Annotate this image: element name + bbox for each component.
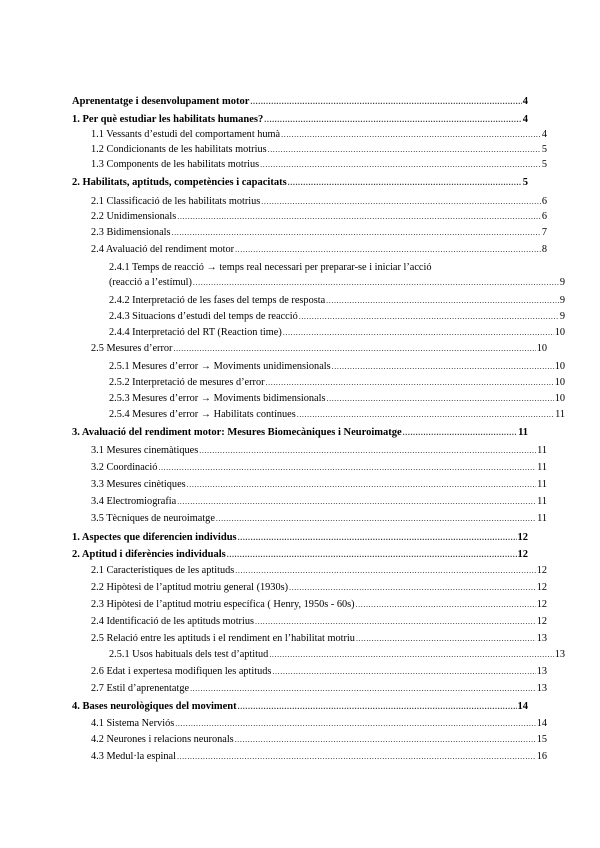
toc-entry[interactable] xyxy=(72,408,565,421)
toc-page-number: 11 xyxy=(537,513,547,524)
dot-leader xyxy=(177,495,536,508)
toc-entry-title-continuation: (reacció a l’estímul) xyxy=(109,277,192,288)
toc-entry-title: 3.1 Mesures cinemàtiques xyxy=(91,445,199,456)
toc-entry-title: 2.1 Classificació de les habilitats motrius xyxy=(91,196,261,207)
toc-entry[interactable] xyxy=(72,294,565,307)
toc-entry[interactable] xyxy=(72,733,547,746)
toc-page-number: 14 xyxy=(536,718,547,729)
toc-entry-title: 2.4 Identificació de les aptituds motrius xyxy=(91,616,254,627)
dot-leader xyxy=(238,700,517,713)
toc-entry-title: 2.4.3 Situacions d’estudi del temps de reacció xyxy=(109,311,298,322)
toc-entry[interactable] xyxy=(72,444,547,457)
dot-leader xyxy=(193,276,559,289)
toc-entry[interactable] xyxy=(72,548,528,561)
toc-entry-title: 2. Aptitud i diferències individuals xyxy=(72,549,226,560)
toc-entry-title: 2.3 Bidimensionals xyxy=(91,227,171,238)
toc-entry[interactable] xyxy=(72,128,547,141)
toc-entry-title: 2.5.1 Mesures d’error → Moviments unidimensionals xyxy=(109,361,331,372)
dot-leader xyxy=(288,176,522,189)
toc-entry[interactable] xyxy=(72,615,547,628)
toc-page-number: 9 xyxy=(559,311,565,322)
toc-entry-title: 2.5 Relació entre les aptituds i el rendiment en l’habilitat motriu xyxy=(91,633,355,644)
toc-entry[interactable] xyxy=(72,113,528,126)
toc-page-number: 10 xyxy=(554,327,565,338)
toc-page-number: 9 xyxy=(559,277,565,288)
toc-entry-title: 4.2 Neurones i relacions neuronals xyxy=(91,734,234,745)
dot-leader xyxy=(199,444,536,457)
toc-entry[interactable] xyxy=(72,426,528,439)
toc-entry-title: 4.1 Sistema Nerviós xyxy=(91,718,175,729)
toc-entry[interactable] xyxy=(72,342,547,355)
toc-entry[interactable] xyxy=(72,310,565,323)
toc-entry-title: 2.5.1 Usos habituals dels test d’aptitud xyxy=(109,649,269,660)
toc-page-number: 10 xyxy=(554,393,565,404)
toc-page-number: 11 xyxy=(537,462,547,473)
toc-entry[interactable] xyxy=(72,210,547,223)
dot-leader xyxy=(235,733,536,746)
toc-entry-title: 2.3 Hipòtesi de l’aptitud motriu específica ( Henry, 1950s - 60s) xyxy=(91,599,355,610)
toc-entry[interactable] xyxy=(72,632,547,645)
toc-entry[interactable] xyxy=(72,598,547,611)
toc-page-number: 13 xyxy=(536,633,547,644)
toc-page-number: 4 xyxy=(522,114,528,125)
dot-leader xyxy=(403,426,517,439)
dot-leader xyxy=(187,478,536,491)
toc-entry[interactable] xyxy=(72,195,547,208)
toc-entry[interactable] xyxy=(72,717,547,730)
toc-page-number: 9 xyxy=(559,295,565,306)
dot-leader xyxy=(175,717,535,730)
toc-page-number: 12 xyxy=(517,532,528,543)
toc-entry-title: Aprenentatge i desenvolupament motor xyxy=(72,96,250,107)
toc-page-number: 15 xyxy=(536,734,547,745)
toc-page-number: 5 xyxy=(541,159,547,170)
dot-leader xyxy=(264,113,521,126)
dot-leader xyxy=(269,648,553,661)
toc-entry-title: 2.4 Avaluació del rendiment motor xyxy=(91,244,235,255)
toc-entry-title: 2.2 Hipòtesi de l’aptitud motriu general (1930s) xyxy=(91,582,289,593)
toc-entry[interactable] xyxy=(72,531,528,544)
toc-page-number: 7 xyxy=(541,227,547,238)
dot-leader xyxy=(281,128,541,141)
dot-leader xyxy=(177,750,536,763)
toc-entry-title: 1.3 Components de les habilitats motrius xyxy=(91,159,260,170)
toc-entry-title: 2. Habilitats, aptituds, competències i capacitats xyxy=(72,177,287,188)
dot-leader xyxy=(299,310,559,323)
toc-entry-title: 2.4.1 Temps de reacció → temps real necessari per preparar-se i iniciar l’acció xyxy=(109,262,432,273)
toc-entry[interactable] xyxy=(72,360,565,373)
toc-page-number: 5 xyxy=(522,177,528,188)
dot-leader xyxy=(250,95,521,108)
dot-leader xyxy=(238,531,517,544)
toc-page-number: 16 xyxy=(536,751,547,762)
toc-page-number: 13 xyxy=(536,683,547,694)
dot-leader xyxy=(297,408,554,421)
toc-entry-title: 2.4.2 Interpretació de les fases del temps de resposta xyxy=(109,295,326,306)
dot-leader xyxy=(326,294,559,307)
toc-page-number: 10 xyxy=(554,361,565,372)
toc-entry[interactable] xyxy=(72,261,565,289)
toc-page-number: 12 xyxy=(517,549,528,560)
toc-page-number: 12 xyxy=(536,616,547,627)
toc-page-number: 11 xyxy=(518,427,528,438)
toc-entry-title: 3.2 Coordinació xyxy=(91,462,158,473)
toc-entry[interactable] xyxy=(72,326,565,339)
dot-leader xyxy=(327,392,554,405)
toc-entry[interactable] xyxy=(72,564,547,577)
toc-entry[interactable] xyxy=(72,95,528,108)
toc-page-number: 12 xyxy=(536,565,547,576)
dot-leader xyxy=(268,143,541,156)
toc-entry[interactable] xyxy=(72,226,547,239)
toc-entry[interactable] xyxy=(72,158,547,171)
toc-entry-title: 1.2 Condicionants de les habilitats motrius xyxy=(91,144,267,155)
dot-leader xyxy=(266,376,554,389)
toc-entry-title: 2.1 Característiques de les aptituds xyxy=(91,565,235,576)
toc-entry[interactable] xyxy=(72,581,547,594)
toc-entry[interactable] xyxy=(72,682,547,695)
toc-entry[interactable] xyxy=(72,512,547,525)
dot-leader xyxy=(158,461,536,474)
dot-leader xyxy=(332,360,554,373)
toc-page-number: 11 xyxy=(537,496,547,507)
toc-entry-title: 4. Bases neurològiques del moviment xyxy=(72,701,237,712)
toc-page-number: 12 xyxy=(536,582,547,593)
dot-leader xyxy=(260,158,541,171)
toc-page-number: 11 xyxy=(555,409,565,420)
toc-entry-title: 2.5.2 Interpretació de mesures d’error xyxy=(109,377,265,388)
dot-leader xyxy=(235,243,541,256)
dot-leader xyxy=(255,615,536,628)
toc-entry-title: 3.4 Electromiografia xyxy=(91,496,177,507)
toc-page-number: 12 xyxy=(536,599,547,610)
toc-entry-title: 1.1 Vessants d’estudi del comportament humà xyxy=(91,129,281,140)
toc-page-number: 4 xyxy=(541,129,547,140)
toc-entry[interactable] xyxy=(72,392,565,405)
dot-leader xyxy=(356,598,536,611)
toc-entry-title: 2.5.3 Mesures d’error → Moviments bidimensionals xyxy=(109,393,326,404)
toc-entry-title: 4.3 Medul·la espinal xyxy=(91,751,176,762)
toc-page-number: 8 xyxy=(541,244,547,255)
dot-leader xyxy=(356,632,536,645)
toc-entry-title: 2.5 Mesures d’error xyxy=(91,343,173,354)
dot-leader xyxy=(261,195,541,208)
toc-page-number: 6 xyxy=(541,211,547,222)
toc-page-number: 10 xyxy=(536,343,547,354)
toc-entry-title: 1. Aspectes que diferencien individus xyxy=(72,532,237,543)
toc-entry-title: 2.2 Unidimensionals xyxy=(91,211,177,222)
toc-entry[interactable] xyxy=(72,750,547,763)
dot-leader xyxy=(216,512,536,525)
dot-leader xyxy=(174,342,536,355)
toc-entry-title: 3. Avaluació del rendiment motor: Mesures Biomecàniques i Neuroimatge xyxy=(72,427,402,438)
dot-leader xyxy=(172,226,541,239)
toc-entry[interactable] xyxy=(72,176,528,189)
toc-page-number: 5 xyxy=(541,144,547,155)
dot-leader xyxy=(190,682,536,695)
toc-page-number: 13 xyxy=(554,649,565,660)
toc-page-number: 6 xyxy=(541,196,547,207)
toc-entry[interactable] xyxy=(72,700,528,713)
toc-entry[interactable] xyxy=(72,243,547,256)
toc-page-number: 11 xyxy=(537,445,547,456)
dot-leader xyxy=(227,548,517,561)
toc-entry[interactable] xyxy=(72,478,547,491)
toc-entry-title: 1. Per què estudiar les habilitats humanes? xyxy=(72,114,264,125)
toc-entry-title: 2.7 Estil d’aprenentatge xyxy=(91,683,190,694)
toc-entry[interactable] xyxy=(72,495,547,508)
toc-entry[interactable] xyxy=(72,461,547,474)
toc-page-number: 13 xyxy=(536,666,547,677)
toc-entry[interactable] xyxy=(72,665,547,678)
toc-page-number: 14 xyxy=(517,701,528,712)
toc-entry-title: 3.5 Tècniques de neuroimatge xyxy=(91,513,215,524)
dot-leader xyxy=(177,210,541,223)
toc-entry[interactable] xyxy=(72,376,565,389)
toc-entry-title: 2.5.4 Mesures d’error → Habilitats contínues xyxy=(109,409,296,420)
toc-entry-title: 2.4.4 Interpretació del RT (Reaction time) xyxy=(109,327,282,338)
toc-page-number: 10 xyxy=(554,377,565,388)
dot-leader xyxy=(289,581,536,594)
dot-leader xyxy=(235,564,535,577)
toc-entry[interactable] xyxy=(72,648,565,661)
toc-entry[interactable] xyxy=(72,143,547,156)
toc-entry-title: 2.6 Edat i expertesa modifiquen les aptituds xyxy=(91,666,272,677)
dot-leader xyxy=(283,326,554,339)
dot-leader xyxy=(272,665,535,678)
toc-page-number: 4 xyxy=(522,96,528,107)
toc-page-number: 11 xyxy=(537,479,547,490)
toc-entry-title: 3.3 Mesures cinètiques xyxy=(91,479,186,490)
